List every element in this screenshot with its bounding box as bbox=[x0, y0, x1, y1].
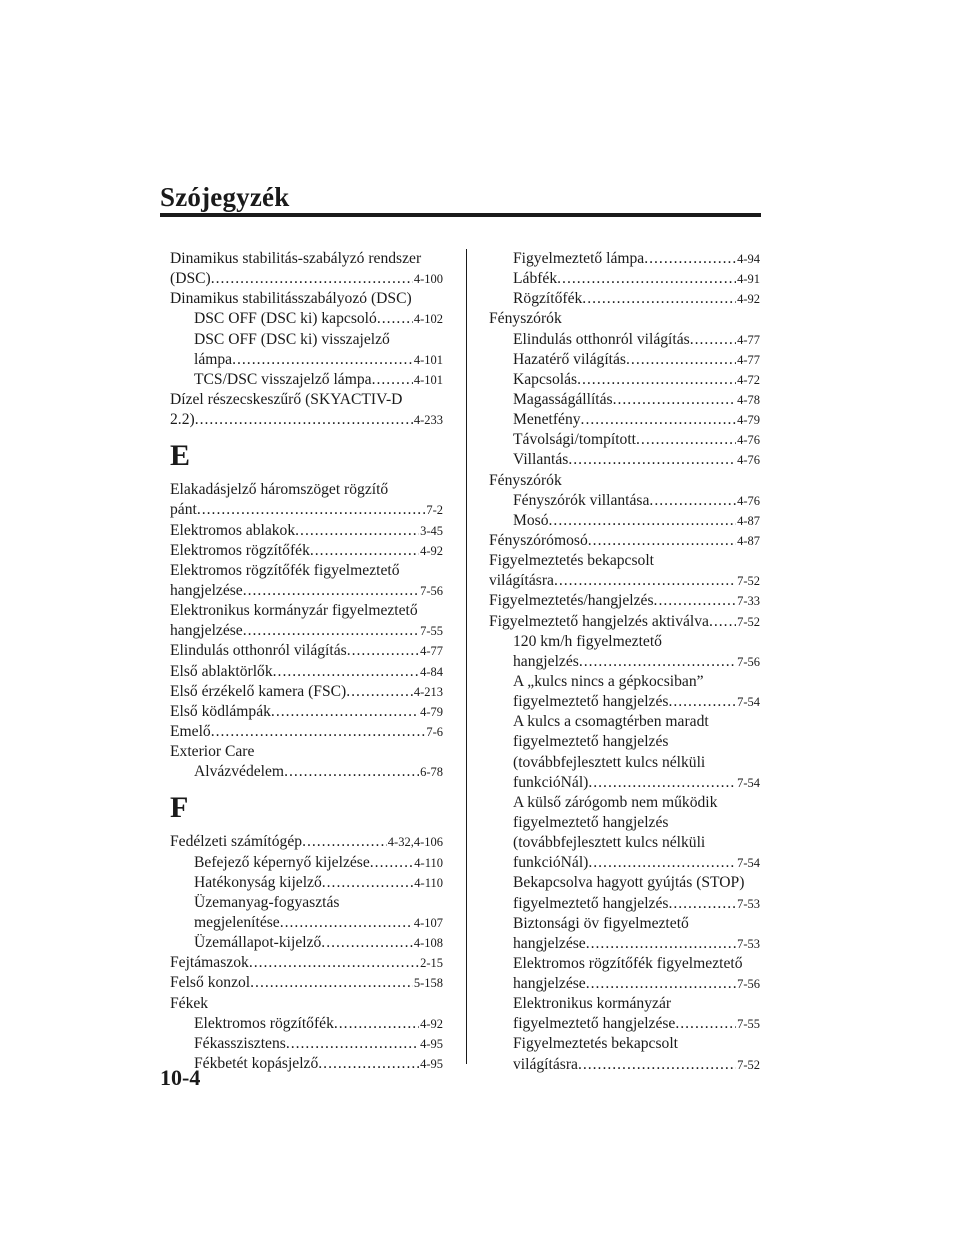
index-entry-text bbox=[170, 742, 443, 762]
index-entry[interactable] bbox=[170, 309, 443, 329]
dot-leader bbox=[321, 933, 413, 953]
entry-label: Fényszórók bbox=[489, 310, 562, 328]
index-entry[interactable] bbox=[170, 873, 443, 893]
dot-leader bbox=[377, 309, 413, 329]
entry-label: Dinamikus stabilitás-szabályzó rendszer bbox=[170, 250, 422, 267]
entry-label: 120 km/h figyelmeztető bbox=[513, 632, 662, 650]
dot-leader bbox=[588, 773, 736, 793]
index-entry[interactable] bbox=[489, 853, 760, 873]
entry-label: Fényszórók bbox=[489, 471, 562, 489]
index-entry[interactable] bbox=[170, 1034, 443, 1054]
index-entry[interactable] bbox=[489, 430, 760, 450]
dot-leader bbox=[636, 430, 736, 450]
entry-label: Elektromos rögzítőfék figyelmeztető bbox=[170, 561, 400, 579]
entry-label: megjelenítése bbox=[194, 913, 280, 931]
page-reference: 4-92 bbox=[420, 1016, 443, 1031]
page-reference: 4-77 bbox=[737, 352, 760, 367]
section-letter: F bbox=[170, 791, 189, 825]
index-entry[interactable] bbox=[489, 1055, 760, 1075]
entry-label: Első ködlámpák bbox=[170, 702, 271, 720]
index-entry-text bbox=[170, 390, 443, 410]
entry-label: hangjelzése bbox=[513, 934, 586, 952]
dot-leader bbox=[232, 350, 413, 370]
index-entry[interactable] bbox=[489, 390, 760, 410]
index-entry[interactable] bbox=[170, 370, 443, 390]
dot-leader bbox=[334, 1014, 419, 1034]
entry-label: (továbbfejlesztett kulcs nélküli bbox=[513, 753, 706, 771]
dot-leader bbox=[654, 591, 737, 611]
index-entry[interactable] bbox=[170, 350, 443, 370]
entry-label: hangjelzése bbox=[170, 622, 243, 640]
column-divider bbox=[466, 249, 467, 1064]
index-entry[interactable] bbox=[489, 773, 760, 793]
entry-label: Figyelmeztetés bekapcsolt bbox=[513, 1035, 678, 1053]
page-reference: 7-56 bbox=[420, 583, 443, 598]
index-entry[interactable] bbox=[489, 269, 760, 289]
index-entry[interactable] bbox=[170, 500, 443, 520]
page-reference: 7-55 bbox=[420, 624, 443, 639]
index-entry-text bbox=[170, 480, 443, 500]
entry-label: Dízel részecskeszűrő (SKYACTIV-D bbox=[170, 390, 403, 408]
index-entry[interactable] bbox=[489, 591, 760, 611]
page-reference: 4-72 bbox=[737, 372, 760, 387]
index-entry[interactable] bbox=[170, 581, 443, 601]
dot-leader bbox=[322, 873, 414, 893]
index-column-right bbox=[489, 249, 760, 1075]
section-letter: E bbox=[170, 439, 191, 473]
dot-leader bbox=[243, 621, 419, 641]
dot-leader bbox=[588, 531, 736, 551]
page-reference: 4-76 bbox=[737, 433, 760, 448]
index-entry[interactable] bbox=[489, 350, 760, 370]
index-entry-text bbox=[170, 289, 443, 309]
dot-leader bbox=[310, 541, 419, 561]
dot-leader bbox=[284, 762, 419, 782]
index-entry-text bbox=[489, 471, 760, 491]
entry-label: (továbbfejlesztett kulcs nélküli bbox=[513, 834, 706, 852]
dot-leader bbox=[557, 269, 736, 289]
index-entry-text bbox=[489, 954, 760, 974]
entry-label: Elektronikus kormányzár figyelmeztető bbox=[170, 602, 418, 620]
entry-label: Elektromos rögzítőfék figyelmeztető bbox=[513, 954, 743, 972]
index-entry[interactable] bbox=[170, 269, 443, 289]
index-entry-text bbox=[489, 632, 760, 652]
dot-leader bbox=[568, 450, 736, 470]
page-reference: 4-108 bbox=[413, 936, 443, 951]
page-reference: 4-110 bbox=[414, 855, 443, 870]
dot-leader bbox=[690, 330, 736, 350]
index-entry[interactable] bbox=[489, 511, 760, 531]
page-reference: 7-33 bbox=[737, 594, 760, 609]
dot-leader bbox=[197, 500, 425, 520]
entry-label: Fényszórók villantása bbox=[513, 491, 650, 509]
page-reference: 4-92 bbox=[737, 292, 760, 307]
entry-label: Exterior Care bbox=[170, 743, 255, 761]
index-entry[interactable] bbox=[489, 894, 760, 914]
dot-leader bbox=[644, 249, 736, 269]
entry-label: Dinamikus stabilitásszabályozó (DSC) bbox=[170, 290, 412, 308]
dot-leader bbox=[286, 1034, 419, 1054]
entry-label: Figyelmeztetés bekapcsolt bbox=[489, 552, 654, 570]
entry-label: Elindulás otthonról világítás bbox=[513, 330, 690, 348]
entry-label: Elakadásjelző háromszöget rögzítő bbox=[170, 481, 389, 499]
entry-label: Elektromos ablakok bbox=[170, 521, 296, 539]
page-reference: 7-56 bbox=[737, 977, 760, 992]
index-entry[interactable] bbox=[489, 531, 760, 551]
entry-label: Villantás bbox=[513, 451, 569, 469]
index-entry[interactable] bbox=[489, 289, 760, 309]
page-reference: 4-77 bbox=[420, 644, 443, 659]
dot-leader bbox=[347, 641, 419, 661]
page-reference: 7-53 bbox=[737, 936, 760, 951]
index-entry-text bbox=[489, 1034, 760, 1054]
dot-leader bbox=[588, 853, 736, 873]
dot-leader bbox=[586, 934, 736, 954]
dot-leader bbox=[273, 662, 419, 682]
dot-leader bbox=[271, 702, 419, 722]
entry-label: Fejtámaszok bbox=[170, 954, 249, 972]
index-entry-text bbox=[170, 601, 443, 621]
page-reference: 7-54 bbox=[737, 856, 760, 871]
entry-label: DSC OFF (DSC ki) visszajelző bbox=[194, 330, 390, 348]
dot-leader bbox=[280, 913, 413, 933]
index-entry[interactable] bbox=[170, 953, 443, 973]
page-reference: 4-32,4-106 bbox=[387, 835, 443, 850]
page-reference: 7-52 bbox=[737, 1057, 760, 1072]
index-entry-text bbox=[170, 330, 443, 350]
page-reference: 5-158 bbox=[413, 976, 443, 991]
dot-leader bbox=[578, 1055, 736, 1075]
index-entry-text bbox=[489, 732, 760, 752]
entry-label: figyelmeztető hangjelzés bbox=[513, 693, 669, 711]
index-entry[interactable] bbox=[489, 612, 760, 632]
dot-leader bbox=[577, 370, 736, 390]
page-reference: 4-77 bbox=[737, 332, 760, 347]
page-reference: 7-56 bbox=[737, 654, 760, 669]
entry-label: Üzemállapot-kijelző bbox=[194, 934, 322, 952]
entry-label: Rögzítőfék bbox=[513, 290, 583, 308]
dot-leader bbox=[250, 973, 413, 993]
entry-label: figyelmeztető hangjelzés bbox=[513, 813, 669, 831]
dot-leader bbox=[668, 894, 736, 914]
page-reference: 7-6 bbox=[426, 724, 443, 739]
index-entry[interactable] bbox=[170, 641, 443, 661]
page-reference: 4-102 bbox=[413, 312, 443, 327]
page-reference: 7-54 bbox=[737, 775, 760, 790]
entry-label: lámpa bbox=[194, 350, 233, 368]
entry-label: Hatékonyság kijelző bbox=[194, 873, 322, 891]
index-entry[interactable] bbox=[170, 521, 443, 541]
entry-label: Biztonsági öv figyelmeztető bbox=[513, 914, 689, 932]
page-reference: 4-84 bbox=[420, 664, 443, 679]
entry-label: világításra bbox=[513, 1055, 578, 1073]
entry-label: Menetfény bbox=[513, 411, 581, 429]
page-reference: 6-78 bbox=[420, 765, 443, 780]
index-entry[interactable] bbox=[170, 621, 443, 641]
entry-label: A külső zárógomb nem működik bbox=[513, 793, 718, 811]
index-entry-text bbox=[489, 753, 760, 773]
dot-leader bbox=[372, 370, 413, 390]
page-reference: 4-94 bbox=[737, 252, 760, 266]
entry-label: Emelő bbox=[170, 722, 211, 740]
page-reference: 4-91 bbox=[737, 272, 760, 287]
entry-label: Kapcsolás bbox=[513, 370, 578, 388]
page-reference: 4-87 bbox=[737, 513, 760, 528]
index-entry[interactable] bbox=[489, 974, 760, 994]
index-entry-text bbox=[170, 249, 443, 269]
dot-leader bbox=[581, 410, 737, 430]
entry-label: Alvázvédelem bbox=[194, 763, 285, 781]
entry-label: Befejező képernyő kijelzése bbox=[194, 853, 370, 871]
entry-label: hangjelzés bbox=[513, 652, 579, 670]
dot-leader bbox=[626, 350, 736, 370]
page-reference: 4-95 bbox=[420, 1036, 443, 1051]
dot-leader bbox=[554, 571, 736, 591]
index-entry[interactable] bbox=[489, 410, 760, 430]
page-reference: 4-101 bbox=[413, 352, 443, 367]
dot-leader bbox=[249, 953, 419, 973]
entry-label: hangjelzése bbox=[170, 581, 243, 599]
index-entry[interactable] bbox=[489, 330, 760, 350]
dot-leader bbox=[582, 289, 736, 309]
entry-label: Fékbetét kopásjelző bbox=[194, 1054, 319, 1072]
index-entry[interactable] bbox=[489, 652, 760, 672]
index-entry[interactable] bbox=[489, 450, 760, 470]
page-reference: 3-45 bbox=[420, 523, 443, 538]
entry-label: DSC OFF (DSC ki) kapcsoló bbox=[194, 310, 377, 328]
entry-label: 2.2) bbox=[170, 411, 195, 429]
entry-label: TCS/DSC visszajelző lámpa bbox=[194, 370, 372, 388]
page-reference: 4-79 bbox=[737, 413, 760, 428]
index-column-left bbox=[170, 249, 443, 1074]
index-entry[interactable] bbox=[489, 370, 760, 390]
entry-label: A kulcs a csomagtérben maradt bbox=[513, 713, 709, 731]
dot-leader bbox=[579, 652, 736, 672]
page-reference: 2-15 bbox=[420, 956, 443, 971]
entry-label: Üzemanyag-fogyasztás bbox=[194, 893, 340, 911]
dot-leader bbox=[295, 521, 419, 541]
dot-leader bbox=[346, 682, 413, 702]
index-entry[interactable] bbox=[170, 1014, 443, 1034]
entry-label: hangjelzése bbox=[513, 975, 586, 993]
entry-label: Figyelmeztető lámpa bbox=[513, 250, 645, 267]
index-entry-text bbox=[489, 551, 760, 571]
index-entry[interactable] bbox=[170, 662, 443, 682]
page-reference: 7-2 bbox=[426, 503, 443, 518]
entry-label: pánt bbox=[170, 501, 197, 519]
index-entry-text bbox=[489, 672, 760, 692]
entry-label: Fékek bbox=[170, 994, 209, 1012]
page-reference: 4-107 bbox=[413, 915, 443, 930]
title-rule bbox=[160, 213, 761, 217]
entry-label: Első ablaktörlők bbox=[170, 662, 273, 680]
page-reference: 4-100 bbox=[413, 272, 443, 287]
entry-label: figyelmeztető hangjelzése bbox=[513, 1015, 676, 1033]
index-entry[interactable] bbox=[489, 1014, 760, 1034]
entry-label: (DSC) bbox=[170, 270, 211, 288]
entry-label: figyelmeztető hangjelzés bbox=[513, 894, 669, 912]
page-reference: 7-54 bbox=[737, 695, 760, 710]
entry-label: Mosó bbox=[513, 511, 549, 529]
page-reference: 7-52 bbox=[737, 614, 760, 629]
index-entry[interactable] bbox=[170, 722, 443, 742]
entry-label: figyelmeztető hangjelzés bbox=[513, 733, 669, 751]
index-entry-text bbox=[489, 914, 760, 934]
index-entry[interactable] bbox=[170, 832, 443, 852]
entry-label: Fékasszisztens bbox=[194, 1034, 286, 1052]
dot-leader bbox=[613, 390, 736, 410]
page-reference: 7-53 bbox=[737, 896, 760, 911]
dot-leader bbox=[586, 974, 736, 994]
index-entry-text bbox=[170, 561, 443, 581]
index-entry[interactable] bbox=[489, 692, 760, 712]
entry-label: Elindulás otthonról világítás bbox=[170, 642, 347, 660]
entry-label: Távolsági/tompított bbox=[513, 431, 637, 449]
page-reference: 4-213 bbox=[413, 684, 443, 699]
page-reference: 4-92 bbox=[420, 543, 443, 558]
entry-label: Első érzékelő kamera (FSC) bbox=[170, 682, 347, 700]
page-reference: 4-95 bbox=[420, 1056, 443, 1071]
index-entry[interactable] bbox=[170, 541, 443, 561]
entry-label: Elektromos rögzítőfék bbox=[194, 1014, 334, 1032]
entry-label: világításra bbox=[489, 572, 554, 590]
index-entry[interactable] bbox=[489, 934, 760, 954]
index-entry[interactable] bbox=[489, 249, 760, 269]
index-entry[interactable] bbox=[170, 933, 443, 953]
dot-leader bbox=[709, 612, 736, 632]
dot-leader bbox=[243, 581, 419, 601]
dot-leader bbox=[370, 853, 414, 873]
dot-leader bbox=[549, 511, 737, 531]
page-number: 10-4 bbox=[160, 1065, 201, 1090]
index-entry[interactable] bbox=[170, 973, 443, 993]
entry-label: Felső konzol bbox=[170, 974, 251, 992]
entry-label: Hazatérő világítás bbox=[513, 350, 627, 368]
entry-label: Magasságállítás bbox=[513, 390, 613, 408]
index-entry-text bbox=[489, 309, 760, 329]
index-entry-text bbox=[489, 994, 760, 1014]
dot-leader bbox=[668, 692, 736, 712]
entry-label: Elektromos rögzítőfék bbox=[170, 541, 310, 559]
entry-label: Lábfék bbox=[513, 270, 558, 288]
index-entry-text bbox=[489, 813, 760, 833]
page-reference: 4-76 bbox=[737, 493, 760, 508]
page-reference: 4-87 bbox=[737, 533, 760, 548]
page-title: Szójegyzék bbox=[160, 182, 290, 212]
entry-label: Bekapcsolva hagyott gyújtás (STOP) bbox=[513, 874, 745, 892]
dot-leader bbox=[195, 410, 413, 430]
entry-label: funkcióNál) bbox=[513, 773, 589, 791]
index-entry[interactable] bbox=[170, 682, 443, 702]
page-reference: 4-79 bbox=[420, 704, 443, 719]
dot-leader bbox=[675, 1014, 736, 1034]
index-entry-text bbox=[489, 712, 760, 732]
dot-leader bbox=[302, 832, 387, 852]
index-entry[interactable] bbox=[170, 762, 443, 782]
page-reference: 7-52 bbox=[737, 574, 760, 589]
dot-leader bbox=[649, 491, 736, 511]
entry-label: A „kulcs nincs a gépkocsiban” bbox=[513, 672, 704, 690]
entry-label: Fényszórómosó bbox=[489, 531, 588, 549]
dot-leader bbox=[211, 269, 413, 289]
index-entry-text bbox=[170, 994, 443, 1014]
entry-label: Elektronikus kormányzár bbox=[513, 995, 672, 1013]
page-reference: 4-110 bbox=[414, 875, 443, 890]
dot-leader bbox=[318, 1054, 419, 1074]
page-reference: 4-78 bbox=[737, 392, 760, 407]
index-entry-text bbox=[489, 793, 760, 813]
page-reference: 7-55 bbox=[737, 1017, 760, 1032]
index-entry[interactable] bbox=[489, 491, 760, 511]
index-entry[interactable] bbox=[170, 702, 443, 722]
index-entry[interactable] bbox=[170, 913, 443, 933]
entry-label: Figyelmeztető hangjelzés aktiválva bbox=[489, 612, 709, 630]
page-reference: 4-233 bbox=[413, 413, 443, 428]
index-entry[interactable] bbox=[170, 410, 443, 430]
index-entry[interactable] bbox=[170, 1054, 443, 1074]
dot-leader bbox=[211, 722, 426, 742]
page-reference: 4-101 bbox=[413, 372, 443, 387]
entry-label: funkcióNál) bbox=[513, 854, 589, 872]
entry-label: Figyelmeztetés/hangjelzés bbox=[489, 592, 654, 610]
index-entry[interactable] bbox=[170, 853, 443, 873]
index-entry-text bbox=[489, 873, 760, 893]
index-entry[interactable] bbox=[489, 571, 760, 591]
index-entry-text bbox=[489, 833, 760, 853]
index-entry-text bbox=[170, 893, 443, 913]
page-reference: 4-76 bbox=[737, 453, 760, 468]
entry-label: Fedélzeti számítógép bbox=[170, 833, 303, 851]
